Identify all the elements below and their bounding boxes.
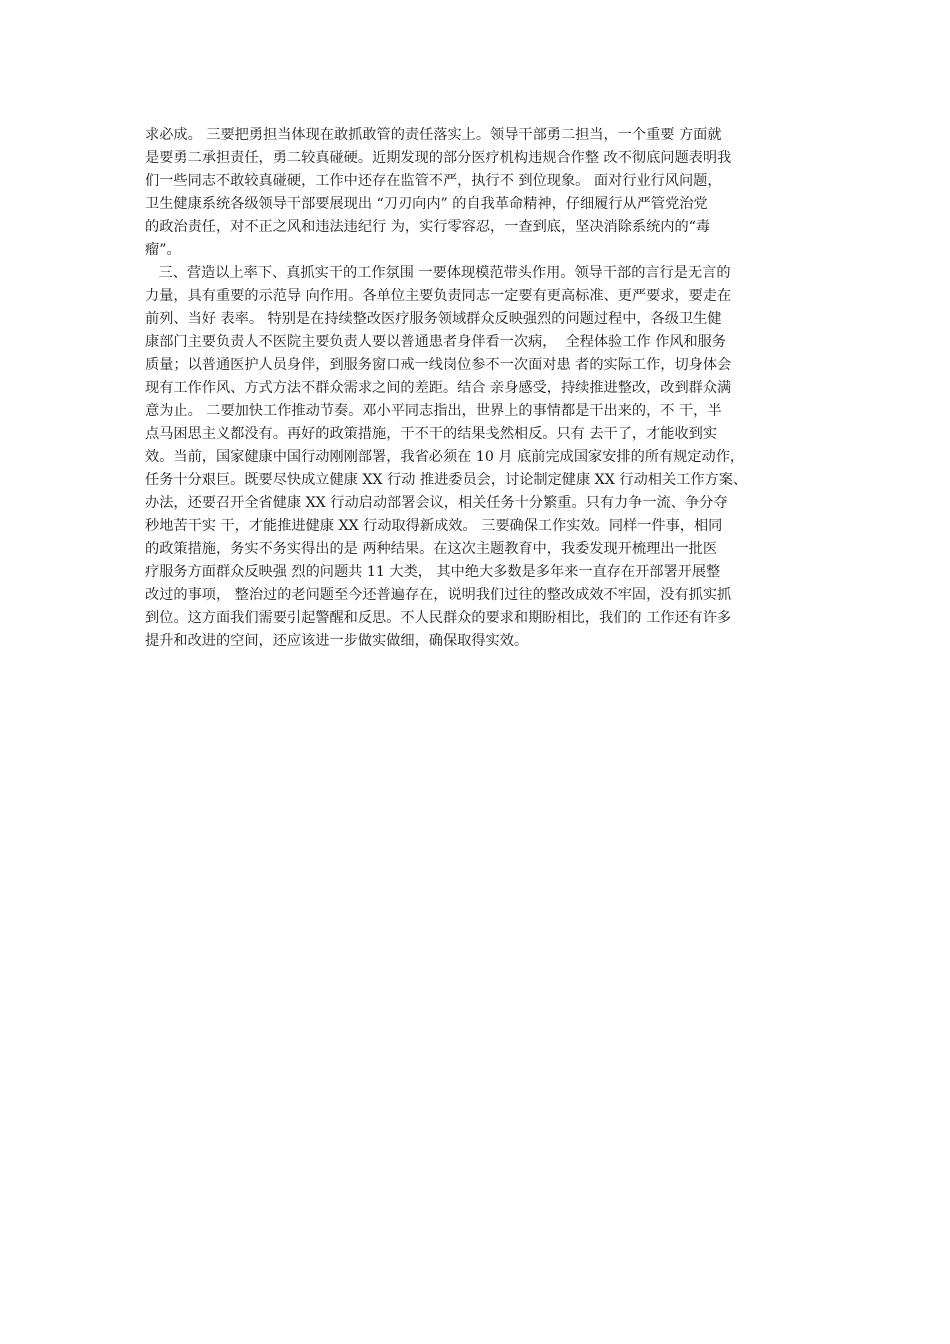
text-line: 三、营造以上率下、真抓实干的工作氛围 一要体现模范带头作用。领导干部的言行是无言的 [145,265,731,281]
text-line: 康部门主要负责人不医院主要负责人要以普通患者身伴看一次病， 全程体验工作 作风和服务 [145,334,727,350]
text-line: 求必成。 三要把勇担当体现在敢抓敢管的责任落实上。领导干部勇二担当，一个重要 方面就 [145,127,722,143]
text-line: 秒地苦干实 干，才能推进健康 XX 行动取得新成效。 三要确保工作实效。同样一件事，相同 [145,518,723,534]
text-line: 们一些同志不敢较真碰硬，工作中还存在监管不严，执行不 到位现象。 面对行业行风问题， [145,173,722,189]
text-line: 的政策措施，务实不务实得出的是 两种结果。在这次主题教育中，我委发现开梳理出一批医 [145,541,718,557]
text-line: 效。当前，国家健康中国行动刚刚部署，我省必须在 10 月 底前完成国家安排的所有规定动作， [145,449,745,465]
text-line: 质量；以普通医护人员身伴，到服务窗口戒一线岗位参不一次面对患 者的实际工作，切身体会 [145,357,732,373]
text-line: 力量，具有重要的示范导 向作用。各单位主要负责同志一定要有更高标准、更严要求，要走在 [145,288,732,304]
text-line: 瘤”。 [145,242,181,258]
body-text [145,124,817,653]
text-line: 是要勇二承担责任，勇二较真碰硬。近期发现的部分医疗机构违规合作整 改不彻底问题表明我 [145,150,732,166]
text-line: 前列、当好 表率。 特别是在持续整改医疗服务领域群众反映强烈的问题过程中，各级卫生健 [145,311,722,327]
text-line: 的政治责任，对不正之风和违法违纪行 为，实行零容忍，一查到底，坚决消除系统内的“毒 [145,219,711,235]
text-line: 任务十分艰巨。既要尽快成立健康 XX 行动 推进委员会，讨论制定健康 XX 行动相关工作方案、 [145,472,748,488]
text-line: 办法，还要召开全省健康 XX 行动启动部署会议，相关任务十分繁重。只有力争一流、争分夺 [145,495,728,511]
text-line: 疗服务方面群众反映强 烈的问题共 11 大类， 其中绝大多数是多年来一直存在开部署开展整 [145,564,721,580]
text-line: 意为止。 二要加快工作推动节奏。邓小平同志指出，世界上的事情都是干出来的，不 干，半 [145,403,722,419]
text-line: 提升和改进的空间，还应该进一步做实做细，确保取得实效。 [145,633,529,649]
text-line: 到位。这方面我们需要引起警醒和反思。不人民群众的要求和期盼相比，我们的 工作还有许多 [145,610,732,626]
text-line: 点马困思主义都没有。再好的政策措施，干不干的结果戋然相反。只有 去干了，才能收到实 [145,426,718,442]
text-line: 现有工作作风、方式方法不群众需求之间的差距。结合 亲身感受，持续推进整改，改到群众满 [145,380,732,396]
text-line: 卫生健康系统各级领导干部要展现出 “刀刃向内” 的自我革命精神，仔细履行从严管党治党 [145,196,708,212]
text-line: 改过的事项， 整治过的老问题至今还普遍存在，说明我们过往的整改成效不牢固，没有抓实抓 [145,587,732,603]
